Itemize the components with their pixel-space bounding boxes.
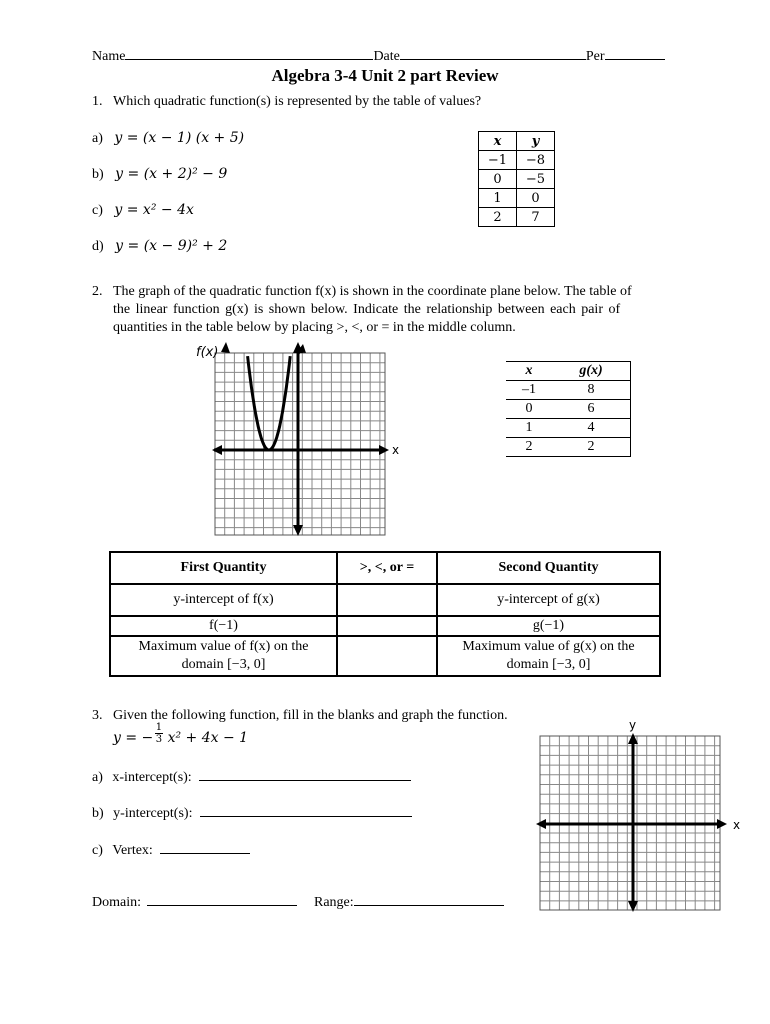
table-cell: −8 xyxy=(517,151,555,170)
q1-prompt: Which quadratic function(s) is represented by the table of values? xyxy=(113,94,482,109)
second-quantity-cell: y-intercept of g(x) xyxy=(437,584,660,616)
domain-label: Domain: xyxy=(92,895,141,910)
q2-prompt-line2: the linear function g(x) is shown below. Indicate the relationship between each pair of xyxy=(113,302,621,317)
cell-line: domain [−3, 0] xyxy=(506,657,591,672)
y-intercepts-row xyxy=(92,804,412,822)
table-row xyxy=(110,616,660,636)
y-axis-arrow-down xyxy=(293,525,303,536)
table-header-y: y xyxy=(517,132,555,151)
table-row xyxy=(479,189,555,208)
option-letter: a) xyxy=(92,131,103,146)
table-cell: −5 xyxy=(517,170,555,189)
page-title: Algebra 3-4 Unit 2 part Review xyxy=(271,66,499,85)
table-row xyxy=(479,151,555,170)
curve-arrow-left xyxy=(221,342,230,353)
q3-prompt: Given the following function, fill in the blanks and graph the function. xyxy=(113,708,508,723)
x-intercepts-blank[interactable] xyxy=(199,768,411,781)
x-axis-label: x xyxy=(733,818,741,832)
x-axis-arrow-left xyxy=(212,445,222,455)
table-cell: 2 xyxy=(552,438,630,457)
function-lhs: y = − xyxy=(113,730,154,746)
q2-prompt-line3: quantities in the table below by placing >, <, or = in the middle column. xyxy=(113,320,516,335)
y-intercepts-blank[interactable] xyxy=(200,804,412,817)
header-comparison: >, <, or = xyxy=(337,552,437,584)
table-row xyxy=(506,362,631,381)
table-row xyxy=(110,636,660,676)
second-quantity-cell xyxy=(437,636,660,676)
q1-option-b[interactable] xyxy=(92,166,227,183)
grid-lines xyxy=(215,353,385,535)
comparison-table xyxy=(109,551,661,677)
table-row xyxy=(110,552,660,584)
part-letter: a) xyxy=(92,770,103,785)
table-row xyxy=(506,438,631,457)
part-letter: b) xyxy=(92,806,104,821)
header xyxy=(92,47,665,65)
table-header-x: x xyxy=(525,363,533,378)
domain-blank[interactable] xyxy=(147,893,297,906)
table-cell: 0 xyxy=(479,170,517,189)
name-label: Name xyxy=(92,49,126,64)
x-axis-arrow-right xyxy=(717,819,727,829)
vertex-row xyxy=(92,841,250,859)
q1-option-a[interactable] xyxy=(92,130,244,147)
first-quantity-cell: y-intercept of f(x) xyxy=(110,584,337,616)
header-first-quantity: First Quantity xyxy=(110,552,337,584)
table-cell: 2 xyxy=(479,208,517,227)
per-field[interactable] xyxy=(605,47,665,60)
q3-number: 3. xyxy=(92,708,103,723)
table-header-x: x xyxy=(479,132,517,151)
cell-line: domain [−3, 0] xyxy=(181,657,266,672)
option-expression: y = (x + 2)² − 9 xyxy=(115,166,228,182)
header-second-quantity: Second Quantity xyxy=(437,552,660,584)
date-field[interactable] xyxy=(400,47,586,60)
table-cell: 0 xyxy=(525,401,533,416)
range-label: Range: xyxy=(314,895,354,910)
cell-line: Maximum value of f(x) on the xyxy=(138,639,309,654)
table-cell: 6 xyxy=(552,400,630,419)
comparison-answer-cell[interactable] xyxy=(337,616,437,636)
q1-option-d[interactable] xyxy=(92,238,227,255)
q1-option-c[interactable] xyxy=(92,202,194,219)
x-intercepts-label: x-intercept(s): xyxy=(112,770,192,785)
table-cell: 4 xyxy=(552,419,630,438)
option-letter: b) xyxy=(92,167,104,182)
table-row xyxy=(110,584,660,616)
option-expression: y = (x − 1) (x + 5) xyxy=(114,130,245,146)
x-axis-label: x xyxy=(392,443,400,457)
table-row xyxy=(479,170,555,189)
q1-values-table xyxy=(478,131,555,227)
comparison-answer-cell[interactable] xyxy=(337,584,437,616)
per-label: Per xyxy=(585,49,605,64)
fx-label: f(x) xyxy=(196,345,219,360)
gx-table xyxy=(506,361,631,457)
q2-number: 2. xyxy=(92,284,103,299)
q1-number: 1. xyxy=(92,94,103,109)
y-axis-label: y xyxy=(629,718,637,732)
domain-range-row xyxy=(92,893,504,911)
table-cell: 1 xyxy=(479,189,517,208)
first-quantity-cell: f(−1) xyxy=(110,616,337,636)
option-expression: y = x² − 4x xyxy=(114,202,194,218)
y-intercepts-label: y-intercept(s): xyxy=(113,806,193,821)
table-row xyxy=(506,400,631,419)
option-expression: y = (x − 9)² + 2 xyxy=(115,238,228,254)
function-fraction xyxy=(155,722,163,745)
comparison-answer-cell[interactable] xyxy=(337,636,437,676)
table-cell: –1 xyxy=(522,382,537,397)
table-cell: 8 xyxy=(552,381,630,400)
option-letter: c) xyxy=(92,203,103,218)
table-cell: 1 xyxy=(525,420,533,435)
table-row xyxy=(479,208,555,227)
name-field[interactable] xyxy=(125,47,373,60)
range-blank[interactable] xyxy=(354,893,504,906)
table-row xyxy=(479,132,555,151)
fraction-denominator: 3 xyxy=(155,734,163,745)
table-row xyxy=(506,381,631,400)
date-label: Date xyxy=(373,49,400,64)
x-intercepts-row xyxy=(92,768,411,786)
table-cell: 2 xyxy=(525,439,533,454)
y-axis-label: y xyxy=(296,342,304,356)
fx-graph xyxy=(190,338,410,538)
first-quantity-cell xyxy=(110,636,337,676)
x-axis-arrow-left xyxy=(536,819,546,829)
cell-line: Maximum value of g(x) on the xyxy=(462,639,635,654)
table-header-gx: g(x) xyxy=(552,362,630,381)
option-letter: d) xyxy=(92,239,104,254)
vertex-label: Vertex: xyxy=(112,843,153,858)
table-row xyxy=(506,419,631,438)
second-quantity-cell: g(−1) xyxy=(437,616,660,636)
q2-prompt-line1: The graph of the quadratic function f(x) is shown in the coordinate plane below. The table of xyxy=(113,284,632,299)
table-cell: 0 xyxy=(517,189,555,208)
x-axis-arrow-right xyxy=(379,445,389,455)
fraction-numerator: 1 xyxy=(155,722,163,733)
table-cell: −1 xyxy=(479,151,517,170)
q3-graph[interactable] xyxy=(530,714,750,914)
q3-function xyxy=(113,722,248,752)
function-rhs: x² + 4x − 1 xyxy=(167,730,249,746)
part-letter: c) xyxy=(92,843,103,858)
table-cell: 7 xyxy=(531,209,540,225)
vertex-blank[interactable] xyxy=(160,841,250,854)
